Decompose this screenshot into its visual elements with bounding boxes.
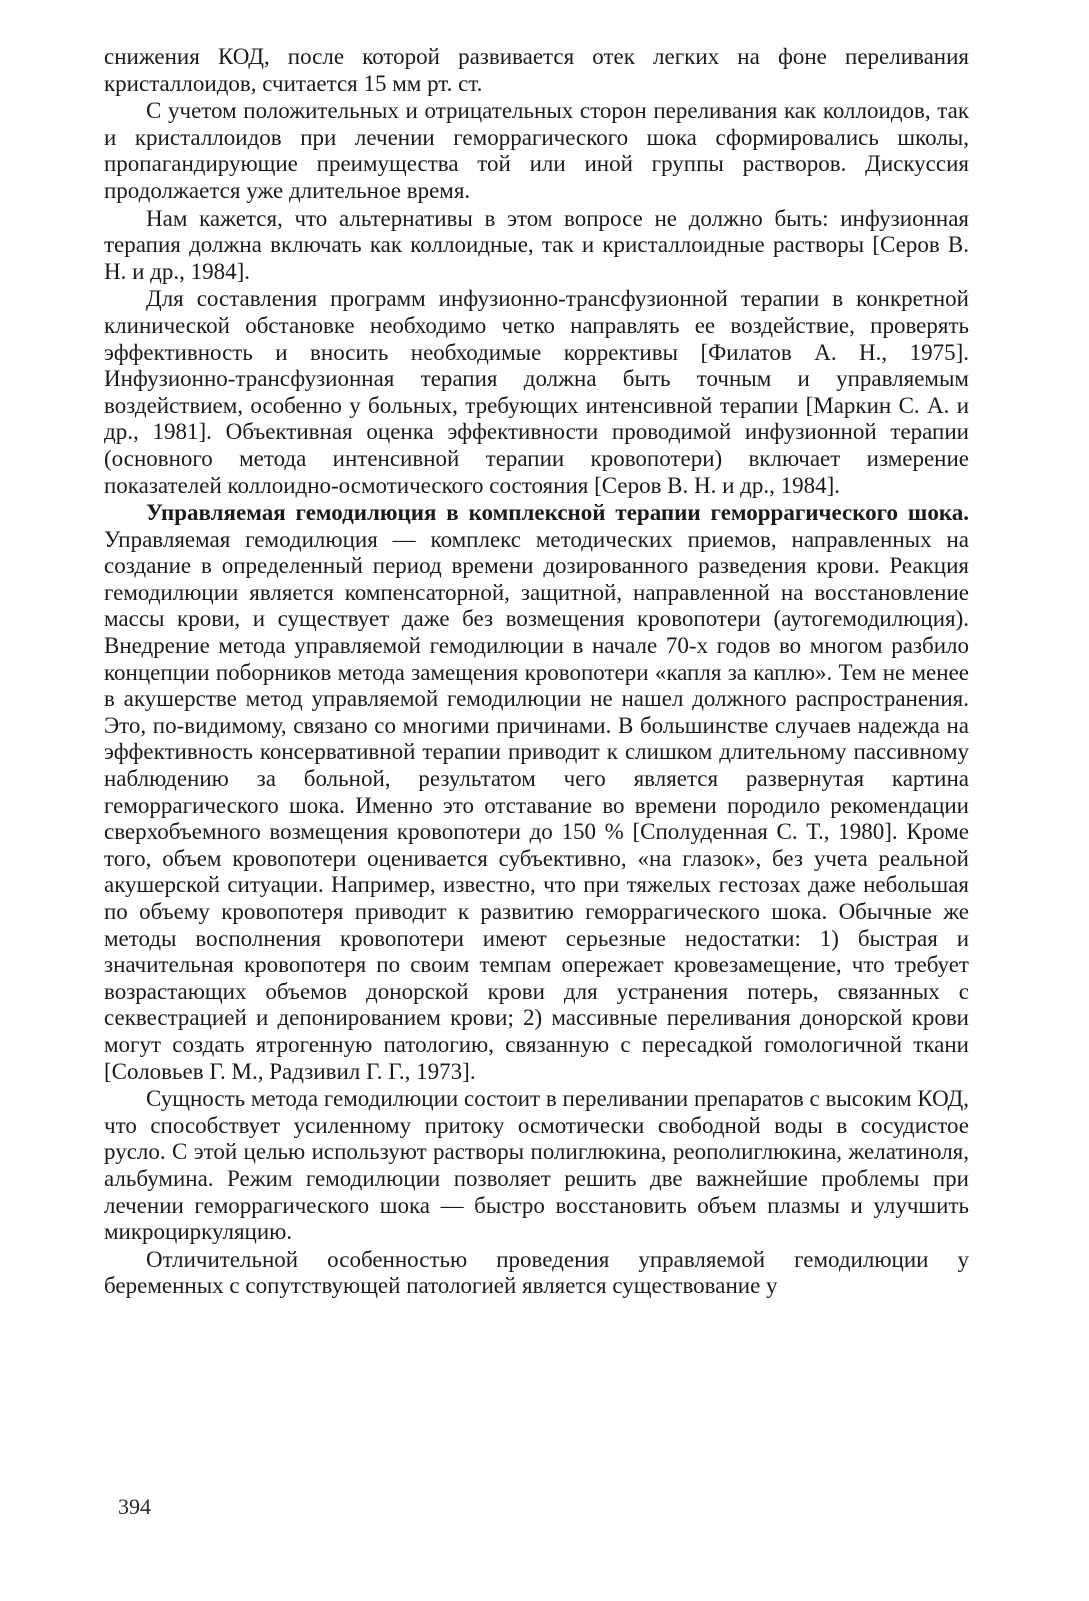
paragraph-5 [104,500,969,1085]
paragraph-2: С учетом положительных и отрицательных сторон переливания как коллоидов, так и кристаллоидов при лечении геморрагического шока сформировались школы, пропагандирующие преимущества той или иной группы растворов. Дискуссия продолжается уже длительное время. [104,98,969,203]
body-text [104,44,969,1300]
paragraph-4: Для составления программ инфузионно-трансфузионной терапии в конкретной клинической обстановке необходимо четко направлять ее воздействие, проверять эффективность и вносить необходимые коррективы [Филатов А. Н., 1975]. Инфузионно-трансфузионная терапия должна быть точным и управляемым воздействием, особенно у больных, требующих интенсивной терапии [Маркин С. А. и др., 1981]. Объективная оценка эффективности проводимой инфузионной терапии (основного метода интенсивной терапии кровопотери) включает измерение показателей коллоидно-осмотического состояния [Серов В. Н. и др., 1984]. [104,286,969,498]
paragraph-3: Нам кажется, что альтернативы в этом вопросе не должно быть: инфузионная терапия должна включать как коллоидные, так и кристаллоидные растворы [Серов В. Н. и др., 1984]. [104,205,969,284]
paragraph-6: Сущность метода гемодилюции состоит в переливании препаратов с высоким КОД, что способствует усиленному притоку осмотически свободной воды в сосудистое русло. С этой целью используют растворы полиглюкина, реополиглюкина, желатиноля, альбумина. Режим гемодилюции позволяет решить две важнейшие проблемы при лечении геморрагического шока — быстро восстановить объем плазмы и улучшить микроциркуляцию. [104,1086,969,1245]
paragraph-5-body: Управляемая гемодилюция — комплекс методических приемов, направленных на создание в определенный период времени дозированного разведения крови. Реакция гемодилюции является компенсаторной, защитной, направленной на восстановление массы крови, и существует даже без возмещения кровопотери (аутогемодилюция). Внедрение метода управляемой гемодилюции в начале 70-х годов во многом разбило концепции поборников метода замещения кровопотери «капля за каплю». Тем не менее в акушерстве метод управляемой гемодилюции не нашел должного распространения. Это, по-видимому, связано со многими причинами. В большинстве случаев надежда на эффективность консервативной терапии приводит к слишком длительному пассивному наблюдению за больной, результатом чего является развернутая картина геморрагического шока. Именно это отставание во времени породило рекомендации сверхобъемного возмещения кровопотери до 150 % [Сполуденная С. Т., 1980]. Кроме того, объем кровопотери оценивается субъективно, «на глазок», без учета реальной акушерской ситуации. Например, известно, что при тяжелых гестозах даже небольшая по объему кровопотеря приводит к развитию геморрагического шока. Обычные же методы восполнения кровопотери имеют серьезные недостатки: 1) быстрая и значительная кровопотеря по своим темпам опережает кровезамещение, что требует возрастающих объемов донорской крови для устранения потерь, связанных с секвестрацией и депонированием крови; 2) массивные переливания донорской крови могут создать ятрогенную патологию, связанную с пересадкой гомологичной ткани [Соловьев Г. М., Радзивил Г. Г., 1973]. [104,526,969,1084]
section-heading: Управляемая гемодилюция в комплексной терапии геморрагического шока. [146,500,969,526]
page-number: 394 [118,1494,151,1519]
paragraph-7: Отличительной особенностью проведения управляемой гемодилюции у беременных с сопутствующей патологией является существование у [104,1246,969,1299]
paragraph-1: снижения КОД, после которой развивается отек легких на фоне переливания кристаллоидов, считается 15 мм рт. ст. [104,44,969,96]
